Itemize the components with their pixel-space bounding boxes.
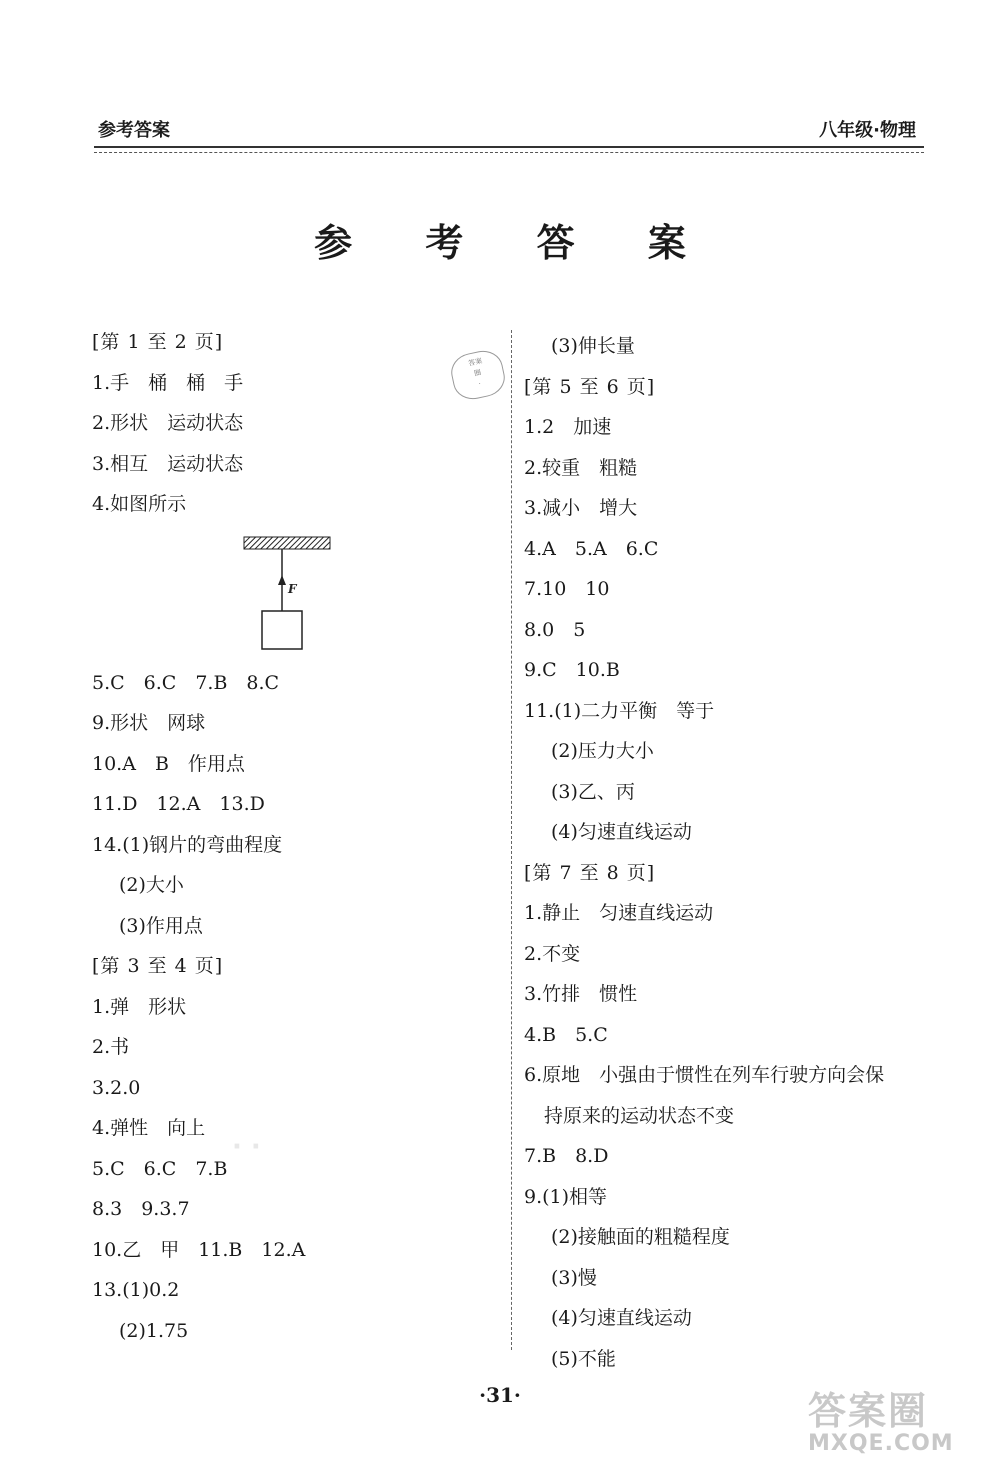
watermark-top: 答案圈 <box>808 1389 929 1433</box>
section-heading: [第 3 至 4 页] <box>92 955 224 977</box>
answer-line: (4)匀速直线运动 <box>551 821 692 843</box>
answer-line: 4.弹性 向上 <box>92 1117 206 1139</box>
answer-line: 3.相互 运动状态 <box>92 452 244 475</box>
answer-line: 8.3 9.3.7 <box>92 1198 190 1220</box>
answer-line: 2.不变 <box>524 942 581 965</box>
answer-line: 7.B 8.D <box>524 1145 609 1167</box>
answer-line: (4)匀速直线运动 <box>551 1307 692 1329</box>
answer-line: (3)慢 <box>551 1266 597 1289</box>
hanging-block <box>262 611 302 649</box>
header-left: 参考答案 <box>98 120 170 141</box>
answer-line: (3)作用点 <box>119 914 203 937</box>
answer-line: 10.乙 甲 11.B 12.A <box>92 1238 306 1261</box>
answer-line: 9.(1)相等 <box>524 1185 608 1208</box>
answer-line: (2)接触面的粗糙程度 <box>551 1226 730 1248</box>
force-diagram-svg <box>242 533 332 651</box>
answer-line: 5.C 6.C 7.B <box>92 1157 228 1180</box>
answer-line: 11.D 12.A 13.D <box>92 793 265 815</box>
right-answer-column <box>524 326 884 1379</box>
answer-line: 4.如图所示 <box>92 493 187 515</box>
answer-line: 1.静止 匀速直线运动 <box>524 902 714 924</box>
answer-line: 13.(1)0.2 <box>92 1279 180 1301</box>
answer-line: 4.B 5.C <box>524 1023 608 1046</box>
answer-line: (2)1.75 <box>119 1319 189 1342</box>
section-heading: [第 1 至 2 页] <box>92 331 224 353</box>
force-label: F <box>288 581 297 596</box>
stamp-mark: 答案 圈 · <box>448 347 508 403</box>
header-right: 八年级·物理 <box>819 120 916 141</box>
section-heading: [第 7 至 8 页] <box>524 861 656 884</box>
answer-line: 2.书 <box>92 1036 130 1058</box>
answer-line: (5)不能 <box>551 1347 616 1370</box>
answer-line: 10.A B 作用点 <box>92 752 245 775</box>
page-title: 参 考 答 案 <box>314 221 716 265</box>
answer-line: 7.10 10 <box>524 578 610 600</box>
watermark-bottom: MXQE.COM <box>808 1431 954 1456</box>
faint-bleedthrough: · · <box>232 1132 261 1162</box>
answer-line: 持原来的运动状态不变 <box>544 1104 735 1127</box>
answer-line: 14.(1)钢片的弯曲程度 <box>92 833 283 856</box>
answer-line: 9.形状 网球 <box>92 712 206 734</box>
page-number: ·31· <box>479 1383 521 1407</box>
answer-line: 3.减小 增大 <box>524 497 638 519</box>
answer-line: 2.较重 粗糙 <box>524 456 638 479</box>
answer-line: 1.手 桶 桶 手 <box>92 371 244 394</box>
answer-line: 9.C 10.B <box>524 659 620 681</box>
answer-line: 3.竹排 惯性 <box>524 983 638 1005</box>
force-arrow-head <box>278 575 286 585</box>
answer-line: (3)伸长量 <box>551 335 635 357</box>
answer-line: (2)压力大小 <box>551 740 654 762</box>
header-rule-dashed <box>94 152 924 153</box>
answer-line: 1.弹 形状 <box>92 995 187 1018</box>
answer-line: 5.C 6.C 7.B 8.C <box>92 671 280 694</box>
header-rule <box>94 146 924 148</box>
answer-line: (2)大小 <box>119 874 184 896</box>
answer-line: (3)乙、丙 <box>551 780 635 803</box>
answer-line: 2.形状 运动状态 <box>92 412 244 434</box>
answer-line: 11.(1)二力平衡 等于 <box>524 699 715 722</box>
column-divider <box>511 330 512 1350</box>
watermark <box>808 1380 978 1456</box>
ceiling <box>244 537 330 549</box>
force-diagram <box>92 533 332 663</box>
answer-line: 8.0 5 <box>524 618 586 641</box>
answer-line: 3.2.0 <box>92 1076 141 1099</box>
answer-line: 4.A 5.A 6.C <box>524 537 659 560</box>
section-heading: [第 5 至 6 页] <box>524 375 656 398</box>
left-answer-column <box>92 322 332 1351</box>
answer-line: 6.原地 小强由于惯性在列车行驶方向会保 <box>524 1064 885 1086</box>
answer-line: 1.2 加速 <box>524 416 612 438</box>
